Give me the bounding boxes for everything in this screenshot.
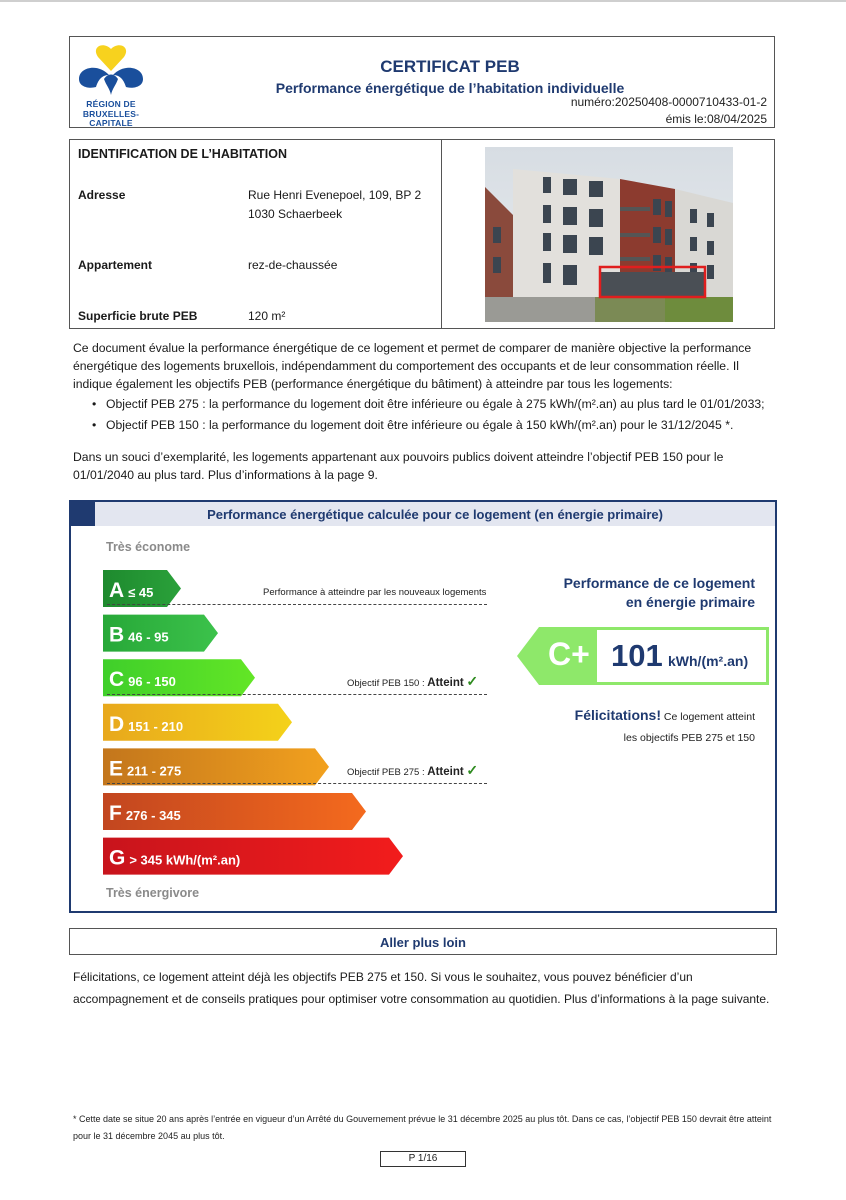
note-peb-150-status: Atteint — [427, 677, 464, 689]
apartment-label: Appartement — [78, 258, 153, 272]
energy-performance-panel — [69, 500, 777, 913]
energy-class-f-label: F 276 - 345 — [109, 802, 181, 825]
further-paragraph: Félicitations, ce logement atteint déjà les objectifs PEB 275 et 150. Si vous le souhaitez, vous pouvez bénéficier d’un accompagnement et de conseils pratiques pour optimiser votre consommation au quotidien. Plus d’informations à la page suivante. — [73, 970, 770, 1006]
column-divider — [441, 140, 442, 329]
apartment-value: rez-de-chaussée — [248, 258, 338, 272]
energy-class-c-arrow — [103, 659, 255, 696]
further-section-header — [69, 928, 777, 955]
list-item: • Objectif PEB 275 : la performance du logement doit être inférieure ou égale à 275 kWh/(m².an) au plus tard le 01/01/2033; — [88, 394, 778, 415]
energy-class-c-label: C 96 - 150 — [109, 668, 176, 692]
note-new-buildings: Performance à atteindre par les nouveaux logements — [263, 587, 487, 598]
address-line-1: Rue Henri Evenepoel, 109, BP 2 — [248, 188, 422, 202]
energy-class-g-label: G > 345 kWh/(m².an) — [109, 846, 241, 870]
address-line-2: 1030 Schaerbeek — [248, 207, 343, 221]
energy-class-b-label: B 46 - 95 — [109, 623, 169, 647]
brussels-region-logo — [76, 43, 146, 128]
certificate-header — [69, 36, 775, 128]
certificate-subtitle: Performance énergétique de l’habitation individuelle — [275, 80, 625, 96]
intro-paragraph: Ce document évalue la performance énergétique de ce logement et permet de comparer de manière objective la performance énergétique des logements bruxellois, indépendamment du comportement des occupants et de leur consommation réelle. Il indique également les objectifs PEB (performance énergétique du bâtiment) à atteindre par tous les logements: — [73, 341, 752, 391]
note-peb-150 — [347, 673, 478, 690]
congratulations-message — [531, 705, 755, 749]
public-buildings-paragraph: Dans un souci d’exemplarité, les logements appartenant aux pouvoirs publics doivent atteindre l’objectif PEB 150 pour le 01/01/2040 au plus tard. Plus d’informations à la page 9. — [73, 450, 724, 482]
building-photo — [485, 147, 733, 322]
energy-class-d-label: D 151 - 210 — [109, 712, 184, 736]
certificate-issue-date: émis le:08/04/2025 — [665, 112, 767, 126]
energy-class-arrows — [71, 502, 491, 902]
address-label: Adresse — [78, 188, 126, 202]
energy-class-e-label: E 211 - 275 — [109, 757, 182, 781]
list-item: • Objectif PEB 150 : la performance du logement doit être inférieure ou égale à 150 kWh/(m².an) pour le 31/12/2045 *. — [88, 415, 778, 436]
divider-peb-150 — [107, 694, 487, 695]
identification-section — [69, 139, 775, 329]
check-icon: ✓ — [466, 762, 479, 778]
check-icon: ✓ — [466, 673, 479, 689]
note-peb-275 — [347, 762, 478, 779]
page-number: P 1/16 — [380, 1151, 466, 1167]
note-peb-150-label: Objectif PEB 150 : — [347, 678, 428, 689]
congratulations-bold: Félicitations! — [574, 707, 662, 723]
scale-top-label: Très économe — [106, 540, 191, 554]
performance-title-line: Performance de ce logement — [563, 575, 755, 591]
area-value: 120 m² — [248, 309, 286, 323]
logo-text-line: RÉGION DE — [86, 99, 136, 109]
certificate-title: CERTIFICAT PEB — [380, 57, 520, 76]
top-border — [0, 0, 846, 2]
energy-class-scale — [71, 502, 491, 902]
objectives-list — [88, 394, 778, 436]
note-peb-275-status: Atteint — [427, 766, 464, 778]
energy-class-a-label: A ≤ 45 — [109, 579, 154, 602]
performance-title-line: en énergie primaire — [625, 594, 755, 610]
panel-title: Performance énergétique calculée pour ce logement (en énergie primaire) — [207, 507, 663, 522]
footnote: * Cette date se situe 20 ans après l’entrée en vigueur d’un Arrêté du Gouvernement prévue le 31 décembre 2025 au plus tôt. Dans ce cas, l’objectif PEB 150 devrait être atteint pour le 31 décembre 2045 au plus tôt. — [73, 1114, 772, 1141]
logo-text-line: BRUXELLES- — [82, 108, 140, 119]
divider-new-buildings — [107, 604, 487, 605]
scale-bottom-label: Très énergivore — [106, 886, 200, 900]
congratulations-line — [531, 705, 755, 728]
performance-title — [541, 574, 755, 612]
certificate-number: numéro:20250408-0000710433-01-2 — [570, 95, 767, 109]
further-title: Aller plus loin — [380, 935, 466, 950]
identification-title: IDENTIFICATION DE L’HABITATION — [78, 147, 288, 161]
performance-unit: kWh/(m².an) — [668, 653, 749, 669]
logo-text — [76, 100, 146, 129]
congratulations-line-2: les objectifs PEB 275 et 150 — [623, 732, 755, 744]
note-peb-275-label: Objectif PEB 275 : — [347, 767, 428, 778]
performance-class: C+ — [548, 636, 590, 672]
area-label: Superficie brute PEB — [78, 309, 198, 323]
performance-value: 101 — [611, 638, 663, 673]
divider-peb-275 — [107, 783, 487, 784]
logo-text-line: CAPITALE — [89, 118, 133, 128]
congratulations-text: Ce logement atteint — [661, 711, 755, 723]
